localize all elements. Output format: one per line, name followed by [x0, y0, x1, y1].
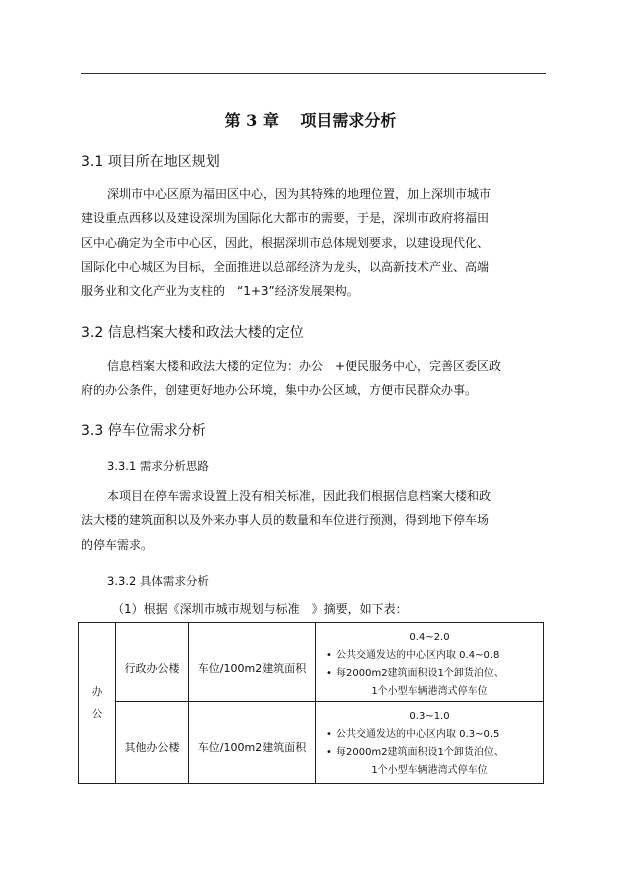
paragraph-line: 国际化中心城区为目标，全面推进以总部经济为龙头，以高新技术产业、高端	[81, 259, 490, 274]
paragraph-line: 信息档案大楼和政法大楼的定位为：办公 +便民服务中心，完善区委区政	[107, 359, 502, 373]
value-range: 0.4~2.0	[409, 632, 450, 643]
table-intro-note: （1）根据《深圳市城市规划与标准 》摘要，如下表：	[112, 602, 408, 616]
unit-cell: 车位/100m2建筑面积	[189, 702, 316, 784]
value-cell	[316, 702, 544, 784]
section-3-2-heading: 3.2 信息档案大楼和政法大楼的定位	[81, 325, 304, 341]
table-row	[79, 623, 544, 702]
value-bullet: • 公共交通发达的中心区内取 0.4~0.8	[316, 647, 543, 665]
section-3-3-2-heading: 3.3.2 具体需求分析	[107, 574, 209, 588]
paragraph-line: 的停车需求。	[81, 537, 154, 552]
section-3-2-paragraph	[81, 354, 551, 403]
section-3-3-heading: 3.3 停车位需求分析	[81, 423, 206, 439]
paragraph-line: 服务业和文化产业为支柱的 “1+3”经济发展架构。	[81, 284, 359, 299]
category-cell	[79, 623, 116, 784]
value-bullet: • 每2000m2建筑面积设1个卸货泊位、	[316, 665, 543, 683]
building-type-cell: 行政办公楼	[116, 623, 189, 702]
parking-requirement-table	[78, 622, 544, 784]
value-bullet: • 公共交通发达的中心区内取 0.3~0.5	[316, 726, 543, 744]
section-3-1-paragraph	[81, 182, 551, 303]
paragraph-line: 本项目在停车需求设置上没有相关标准，因此我们根据信息档案大楼和政	[107, 489, 492, 503]
value-range: 0.3~1.0	[409, 711, 450, 722]
value-cell	[316, 623, 544, 702]
building-type-cell: 其他办公楼	[116, 702, 189, 784]
header-rule	[81, 73, 546, 74]
value-bullet-continuation: 1个小型车辆港湾式停车位	[371, 765, 488, 776]
table-row	[79, 702, 544, 784]
section-3-3-1-paragraph	[81, 484, 551, 557]
chapter-title: 第 3 章 项目需求分析	[224, 111, 397, 130]
paragraph-line: 深圳市中心区原为福田区中心，因为其特殊的地理位置，加上深圳市城市	[107, 187, 492, 201]
section-3-1-heading: 3.1 项目所在地区规划	[81, 154, 220, 170]
category-char: 办	[91, 686, 103, 698]
unit-cell: 车位/100m2建筑面积	[189, 623, 316, 702]
paragraph-line: 法大楼的建筑面积以及外来办事人员的数量和车位进行预测，得到地下停车场	[81, 513, 490, 528]
paragraph-line: 建设重点西移以及建设深圳为国际化大都市的需要，于是，深圳市政府将福田	[81, 211, 490, 226]
value-bullet: • 每2000m2建筑面积设1个卸货泊位、	[316, 744, 543, 762]
category-char: 公	[91, 708, 103, 720]
paragraph-line: 区中心确定为全市中心区，因此，根据深圳市总体规划要求，以建设现代化、	[81, 235, 490, 250]
value-bullet-continuation: 1个小型车辆港湾式停车位	[371, 686, 488, 697]
section-3-3-1-heading: 3.3.1 需求分析思路	[107, 459, 209, 473]
paragraph-line: 府的办公条件，创建更好地办公环境，集中办公区域，方便市民群众办事。	[81, 383, 478, 398]
